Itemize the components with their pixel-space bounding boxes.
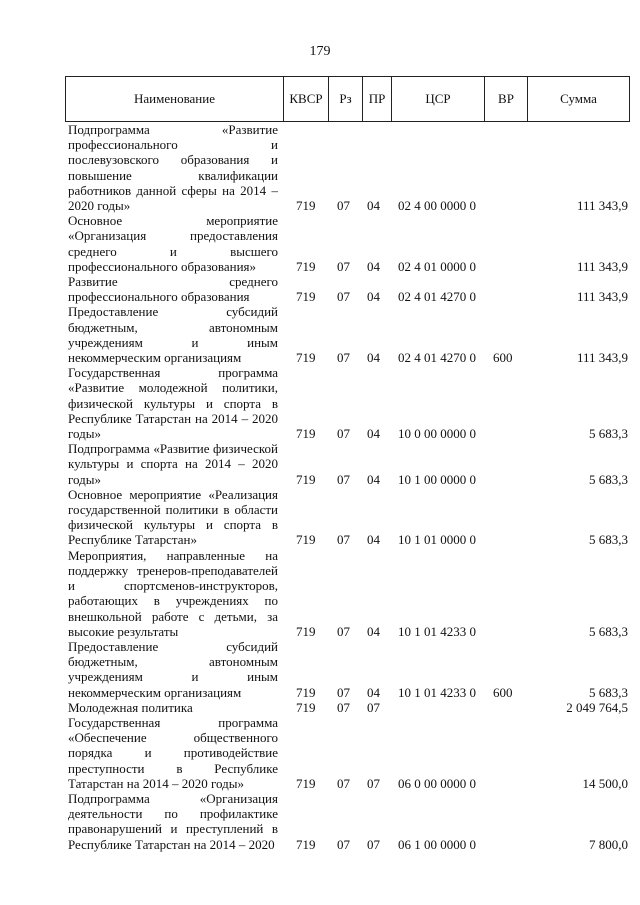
row-sum: 2 049 764,5	[566, 699, 628, 715]
row-rz: 07	[337, 684, 350, 700]
row-name: Подпрограмма «Развитие профессионального и послевузовского образования и повышение квалификации работников данной сферы на 2014 – 2020 годы»	[68, 122, 278, 214]
row-name: Подпрограмма «Организация деятельности по профилактике правонарушений и преступлений в Республике Татарстан на 2014 – 2020	[68, 790, 278, 852]
row-sum: 5 683,3	[589, 471, 628, 487]
row-sum: 7 800,0	[589, 836, 628, 852]
row-rz: 07	[337, 699, 350, 715]
row-kvsr: 719	[296, 350, 316, 366]
row-kvsr: 719	[296, 623, 316, 639]
row-kvsr: 719	[296, 471, 316, 487]
header-pr: ПР	[363, 77, 392, 121]
row-name: Государственная программа «Обеспечение общественного порядка и противодействие преступности в Республике Татарстан на 2014 – 2020 годы»	[68, 714, 278, 791]
table-row	[68, 791, 628, 852]
row-rz: 07	[337, 350, 350, 366]
row-csr: 02 4 00 0000 0	[398, 198, 476, 214]
row-kvsr: 719	[296, 426, 316, 442]
row-sum: 111 343,9	[576, 258, 628, 274]
table-row	[68, 715, 628, 791]
page-number: 179	[309, 44, 331, 59]
row-pr: 04	[367, 426, 380, 442]
table-row	[68, 639, 628, 700]
table-body	[68, 122, 628, 852]
row-name: Развитие среднего профессионального образования	[68, 274, 278, 305]
row-rz: 07	[337, 426, 350, 442]
row-kvsr: 719	[296, 532, 316, 548]
table-header	[65, 76, 630, 122]
row-pr: 04	[367, 258, 380, 274]
row-sum: 111 343,9	[576, 198, 628, 214]
row-sum: 111 343,9	[576, 350, 628, 366]
row-kvsr: 719	[296, 775, 316, 791]
table-row	[68, 304, 628, 365]
row-kvsr: 719	[296, 684, 316, 700]
row-pr: 07	[367, 699, 380, 715]
row-pr: 04	[367, 471, 380, 487]
row-name: Подпрограмма «Развитие физической культуры и спорта на 2014 – 2020 годы»	[68, 441, 278, 487]
row-pr: 04	[367, 289, 380, 305]
row-pr: 04	[367, 350, 380, 366]
row-csr: 06 0 00 0000 0	[398, 775, 476, 791]
row-sum: 14 500,0	[582, 775, 628, 791]
row-sum: 5 683,3	[589, 426, 628, 442]
row-kvsr: 719	[296, 699, 316, 715]
header-csr: ЦСР	[392, 77, 485, 121]
row-pr: 04	[367, 623, 380, 639]
row-name: Основное мероприятие «Реализация государственной политики в области физической культуры и спорта в Республике Татарстан»	[68, 486, 278, 548]
row-pr: 04	[367, 198, 380, 214]
header-name: Наименование	[66, 77, 284, 121]
row-csr: 10 1 01 4233 0	[398, 684, 476, 700]
row-name: Молодежная политика	[68, 699, 193, 715]
header-vr: ВР	[485, 77, 528, 121]
header-kvsr: КВСР	[284, 77, 329, 121]
row-csr: 02 4 01 4270 0	[398, 350, 476, 366]
row-csr: 10 1 01 4233 0	[398, 623, 476, 639]
row-csr: 02 4 01 0000 0	[398, 258, 476, 274]
table-row	[68, 122, 628, 213]
row-kvsr: 719	[296, 198, 316, 214]
row-sum: 5 683,3	[589, 684, 628, 700]
row-rz: 07	[337, 775, 350, 791]
row-kvsr: 719	[296, 289, 316, 305]
row-pr: 04	[367, 532, 380, 548]
row-rz: 07	[337, 258, 350, 274]
table-row	[68, 487, 628, 548]
row-sum: 5 683,3	[589, 623, 628, 639]
row-rz: 07	[337, 532, 350, 548]
table-row	[68, 213, 628, 274]
row-sum: 111 343,9	[576, 289, 628, 305]
table-row	[68, 365, 628, 441]
table-row	[68, 700, 628, 715]
row-pr: 07	[367, 836, 380, 852]
row-csr: 10 1 01 0000 0	[398, 532, 476, 548]
table-row	[68, 441, 628, 487]
row-rz: 07	[337, 836, 350, 852]
table-row	[68, 274, 628, 304]
row-name: Предоставление субсидий бюджетным, автономным учреждениям и иным некоммерческим организациям	[68, 638, 278, 700]
row-vr: 600	[493, 684, 513, 700]
row-csr: 10 1 00 0000 0	[398, 471, 476, 487]
header-sum: Сумма	[560, 91, 597, 106]
row-vr: 600	[493, 350, 513, 366]
row-pr: 04	[367, 684, 380, 700]
row-pr: 07	[367, 775, 380, 791]
row-name: Государственная программа «Развитие молодежной политики, физической культуры и спорта в Республике Татарстан на 2014 – 2020 годы»	[68, 365, 278, 442]
row-csr: 06 1 00 0000 0	[398, 836, 476, 852]
header-rz: Рз	[329, 77, 363, 121]
table-row	[68, 548, 628, 639]
row-kvsr: 719	[296, 258, 316, 274]
row-rz: 07	[337, 289, 350, 305]
row-csr: 02 4 01 4270 0	[398, 289, 476, 305]
row-name: Предоставление субсидий бюджетным, автономным учреждениям и иным некоммерческим организациям	[68, 304, 278, 366]
row-name: Основное мероприятие «Организация предоставления среднего и высшего профессионального образования»	[68, 213, 278, 274]
row-csr: 10 0 00 0000 0	[398, 426, 476, 442]
row-rz: 07	[337, 471, 350, 487]
row-sum: 5 683,3	[589, 532, 628, 548]
row-kvsr: 719	[296, 836, 316, 852]
row-name: Мероприятия, направленные на поддержку тренеров-преподавателей и спортсменов-инструкторов, работающих в учреждениях по внешкольной работе с детьми, за высокие результаты	[68, 547, 278, 639]
row-rz: 07	[337, 198, 350, 214]
row-rz: 07	[337, 623, 350, 639]
